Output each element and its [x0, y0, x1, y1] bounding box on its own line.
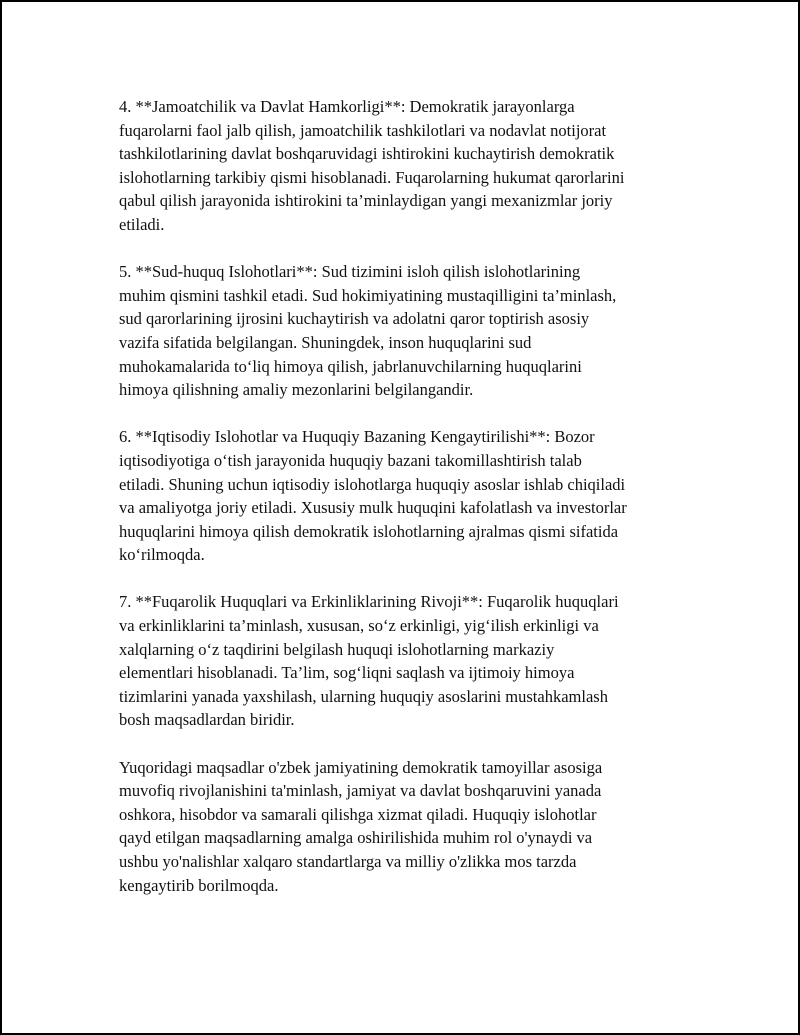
paragraph-sud-huquq — [119, 260, 699, 402]
text-line: oshkora, hisobdor va samarali qilishga xizmat qiladi. Huquqiy islohotlar — [119, 804, 597, 824]
text-line: ko‘rilmoqda. — [119, 545, 205, 565]
text-line: ushbu yo'nalishlar xalqaro standartlarga va milliy o'zlikka mos tarzda — [119, 852, 577, 871]
text-line: muvofiq rivojlanishini ta'minlash, jamiyat va davlat boshqaruvini yanada — [119, 781, 602, 801]
text-line: va erkinliklarini ta’minlash, xususan, so‘z erkinligi, yig‘ilish erkinligi va — [119, 616, 599, 636]
text-line: tashkilotlarining davlat boshqaruvidagi ishtirokini kuchaytirish demokratik — [119, 144, 615, 164]
text-line: 6. **Iqtisodiy Islohotlar va Huquqiy Bazaning Kengaytirilishi**: Bozor — [119, 427, 595, 447]
text-line: iqtisodiyotiga o‘tish jarayonida huquqiy bazani takomillashtirish talab — [119, 450, 582, 470]
text-line: kengaytirib borilmoqda. — [119, 875, 279, 895]
text-line: himoya qilishning amaliy mezonlarini belgilangandir. — [119, 380, 474, 400]
text-line: islohotlarning tarkibiy qismi hisoblanadi. Fuqarolarning hukumat qarorlarini — [119, 167, 625, 187]
text-line: 5. **Sud-huquq Islohotlari**: Sud tizimini isloh qilish islohotlarining — [119, 262, 581, 282]
text-line: etiladi. — [119, 214, 165, 234]
paragraph-iqtisodiy — [119, 425, 699, 567]
text-line: xalqlarning o‘z taqdirini belgilash huquqi islohotlarning markaziy — [119, 639, 555, 659]
document-body — [119, 95, 699, 921]
text-line: etiladi. Shuning uchun iqtisodiy islohotlarga huquqiy asoslar ishlab chiqiladi — [119, 474, 626, 494]
text-line: bosh maqsadlardan biridir. — [119, 710, 295, 730]
text-line: qayd etilgan maqsadlarning amalga oshirilishida muhim rol o'ynaydi va — [119, 828, 593, 848]
text-line: tizimlarini yanada yaxshilash, ularning huquqiy asoslarini mustahkamlash — [119, 686, 608, 706]
text-line: qabul qilish jarayonida ishtirokini ta’minlaydigan yangi mexanizmlar joriy — [119, 191, 613, 211]
paragraph-fuqarolik — [119, 590, 699, 732]
paragraph-jamoatchilik — [119, 95, 699, 237]
paragraph-conclusion — [119, 756, 699, 898]
text-line: 4. **Jamoatchilik va Davlat Hamkorligi**: Demokratik jarayonlarga — [119, 97, 575, 116]
text-line: elementlari hisoblanadi. Ta’lim, sog‘liqni saqlash va ijtimoiy himoya — [119, 663, 575, 683]
text-line: muhokamalarida to‘liq himoya qilish, jabrlanuvchilarning huquqlarini — [119, 356, 582, 376]
text-line: huquqlarini himoya qilish demokratik islohotlarning ajralmas qismi sifatida — [119, 521, 619, 541]
text-line: 7. **Fuqarolik Huquqlari va Erkinliklarining Rivoji**: Fuqarolik huquqlari — [119, 592, 619, 612]
text-line: fuqarolarni faol jalb qilish, jamoatchilik tashkilotlari va nodavlat notijorat — [119, 120, 607, 140]
text-line: muhim qismini tashkil etadi. Sud hokimiyatining mustaqilligini ta’minlash, — [119, 285, 617, 305]
text-line: vazifa sifatida belgilangan. Shuningdek, inson huquqlarini sud — [119, 332, 532, 352]
text-line: va amaliyotga joriy etiladi. Xususiy mulk huquqini kafolatlash va investorlar — [119, 498, 627, 518]
text-line: sud qarorlarining ijrosini kuchaytirish va adolatni qaror toptirish asosiy — [119, 309, 590, 329]
text-line: Yuqoridagi maqsadlar o'zbek jamiyatining demokratik tamoyillar asosiga — [119, 757, 603, 777]
